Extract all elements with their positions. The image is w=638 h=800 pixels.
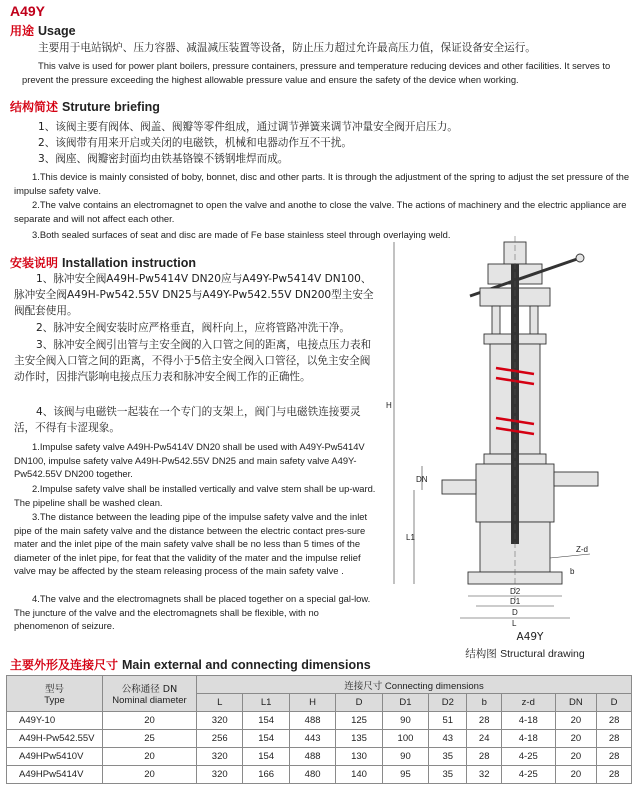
usage-text-en: This valve is used for power plant boilers, pressure containers, pressure and temperature reducing devices and other facilities. It serves to prevent the pressure exceeding the highest allowable pressure value and ensure the safety of the device when working.	[22, 60, 611, 85]
table-cell: 4-25	[502, 748, 555, 766]
table-cell: 51	[429, 712, 467, 730]
table-cell: 166	[243, 766, 289, 784]
installation-item-en-1: 1.Impulse safety valve A49H-Pw5414V DN20 shall be used with A49Y-Pw5414V DN100, impulse safety valve A49H-Pw542.55V DN25 and main safety valve A49Y-Pw542.55V DN200 together.	[14, 441, 365, 479]
table-cell-dn: 20	[103, 766, 197, 784]
table-cell: 35	[429, 748, 467, 766]
table-cell: 154	[243, 748, 289, 766]
column-header: z-d	[502, 694, 555, 712]
installation-item-en-2: 2.Impulse safety valve shall be installed vertically and valve stem shall be up-ward. The pipeline shall be washed clean.	[14, 483, 376, 508]
table-cell: 28	[597, 748, 632, 766]
column-header: L	[197, 694, 243, 712]
installation-item-cn-3: 3、脉冲安全阀引出管与主安全阀的入口管之间的距离，电接点压力表和主安全阀入口管之间的距离，不得小于5倍主安全阀入口管径，以免主安全阀动作时，因排汽影响电接点压力表和脉冲安全阀工作的正确性。	[14, 339, 372, 383]
installation-item-cn-4: 4、该阀与电磁铁一起装在一个专门的支架上，阀门与电磁铁连接要灵活，不得有卡涩现象。	[14, 406, 361, 434]
installation-item-en-3: 3.The distance between the leading pipe of the impulse safety valve and the inlet pipe of the main safety valve and the distance between the electric contact pres-sure mater and the inlet pipe of the main safety valve shall be no less than 5 times of the diameter of the inlet pipe, for feat that the validity of the mater and the impulse relief valve may be affected by the steam releasing process of the main safety valve .	[14, 511, 368, 576]
structure-heading-en: Struture briefing	[62, 100, 160, 114]
table-cell: 443	[289, 730, 335, 748]
dimensions-table	[6, 675, 632, 784]
table-cell-type: A49H-Pw542.55V	[7, 730, 103, 748]
table-cell-dn: 25	[103, 730, 197, 748]
usage-text-cn: 主要用于电站锅炉、压力容器、减温减压装置等设备，防止压力超过允许最高压力值，保证设备安全运行。	[38, 42, 536, 54]
table-cell: 20	[555, 766, 597, 784]
table-cell-dn: 20	[103, 712, 197, 730]
column-header: D2	[429, 694, 467, 712]
structure-heading-cn: 结构简述	[10, 100, 59, 114]
column-header: D	[336, 694, 382, 712]
installation-heading	[10, 254, 196, 271]
structure-item-en-2: 2.The valve contains an electromagnet to open the valve and anothe to close the valve. The actions of machinery and the electric appliance are separate and will not affect each other.	[14, 199, 627, 224]
structure-item-cn-1: 1、该阀主要有阀体、阀盖、阀瓣等零件组成，通过调节弹簧来调节冲量安全阀开启压力。	[38, 121, 458, 133]
table-cell: 4-18	[502, 712, 555, 730]
dim-label-b: b	[570, 567, 575, 576]
table-cell: 20	[555, 748, 597, 766]
side-outlet	[554, 472, 598, 486]
table-cell: 28	[597, 730, 632, 748]
table-cell-type: A49HPw5410V	[7, 748, 103, 766]
yoke-post-left	[492, 306, 500, 334]
usage-heading-en: Usage	[38, 24, 76, 38]
table-cell: 256	[197, 730, 243, 748]
column-header: D1	[382, 694, 428, 712]
column-header: L1	[243, 694, 289, 712]
type-header	[7, 676, 103, 712]
installation-heading-cn: 安装说明	[10, 256, 59, 270]
table-cell: 20	[555, 730, 597, 748]
usage-heading	[10, 22, 76, 39]
drawing-model-label: A49Y	[516, 631, 544, 643]
table-cell: 154	[243, 730, 289, 748]
dimensions-heading-en: Main external and connecting dimensions	[122, 658, 371, 672]
installation-item-en-4: 4.The valve and the electromagnets shall be placed together on a special gal-low. The juncture of the valve and the electromagnets shall be flexible, with no phenomenon of seizure.	[14, 593, 371, 631]
table-cell: 135	[336, 730, 382, 748]
table-cell: 20	[555, 712, 597, 730]
installation-item-cn-1: 1、脉冲安全阀A49H-Pw5414V DN20应与A49Y-Pw5414V DN100、脉冲安全阀A49H-Pw542.55V DN25与A49Y-Pw542.55V DN200型主安全阀配套使用。	[14, 273, 374, 317]
table-row	[7, 748, 632, 766]
lever-end	[576, 254, 584, 262]
table-cell: 4-25	[502, 766, 555, 784]
table-cell: 32	[467, 766, 502, 784]
structural-drawing	[380, 228, 630, 628]
dimensions-heading-cn: 主要外形及连接尺寸	[10, 658, 119, 672]
dim-label-h: H	[386, 401, 392, 410]
dim-label-d2: D2	[510, 587, 521, 596]
drawing-caption-cn: 结构图	[465, 648, 497, 660]
table-row	[7, 730, 632, 748]
table-cell: 488	[289, 748, 335, 766]
dn-header-en: Nominal diameter	[112, 695, 187, 706]
page-title: A49Y	[10, 3, 46, 19]
table-cell: 130	[336, 748, 382, 766]
impulse-pipe	[442, 480, 476, 494]
drawing-caption	[420, 646, 630, 661]
table-cell: 35	[429, 766, 467, 784]
dim-label-d: D	[512, 608, 518, 617]
table-cell: 480	[289, 766, 335, 784]
table-cell: 320	[197, 766, 243, 784]
table-row	[7, 712, 632, 730]
table-cell: 320	[197, 712, 243, 730]
structure-item-cn-2: 2、该阀带有用来开启或关闭的电磁铁，机械和电器动作互不干扰。	[38, 137, 352, 149]
dim-label-l: L	[512, 619, 517, 628]
table-cell-dn: 20	[103, 748, 197, 766]
dim-label-zd: Z-d	[576, 545, 588, 554]
table-cell: 4-18	[502, 730, 555, 748]
table-cell: 43	[429, 730, 467, 748]
table-cell-type: A49HPw5414V	[7, 766, 103, 784]
table-cell-type: A49Y-10	[7, 712, 103, 730]
table-cell: 24	[467, 730, 502, 748]
table-cell: 28	[597, 766, 632, 784]
column-header: b	[467, 694, 502, 712]
dim-line-zd	[550, 554, 590, 558]
drawing-caption-en: Structural drawing	[500, 648, 585, 660]
table-cell: 320	[197, 748, 243, 766]
table-cell: 28	[597, 712, 632, 730]
column-header: H	[289, 694, 335, 712]
table-cell: 90	[382, 712, 428, 730]
dim-label-dn: DN	[416, 475, 428, 484]
column-header: DN	[555, 694, 597, 712]
connecting-dimensions-header: 连接尺寸 Connecting dimensions	[197, 676, 632, 694]
yoke-post-right	[530, 306, 538, 334]
table-cell: 125	[336, 712, 382, 730]
table-cell: 154	[243, 712, 289, 730]
structure-heading	[10, 98, 160, 115]
installation-item-cn-2: 2、脉冲安全阀安装时应严格垂直，阀杆向上，应将管路冲洗干净。	[36, 322, 350, 334]
dimensions-heading	[10, 656, 371, 673]
table-cell: 28	[467, 712, 502, 730]
type-header-cn: 型号	[44, 684, 64, 695]
dn-header-cn: 公称通径 DN	[121, 684, 178, 695]
table-cell: 90	[382, 748, 428, 766]
dn-header	[103, 676, 197, 712]
table-cell: 28	[467, 748, 502, 766]
table-cell: 488	[289, 712, 335, 730]
table-cell: 95	[382, 766, 428, 784]
table-cell: 140	[336, 766, 382, 784]
structure-item-cn-3: 3、阀座、阀瓣密封面均由铁基铬镍不锈钢堆焊而成。	[38, 153, 289, 165]
dim-label-d1: D1	[510, 597, 521, 606]
table-row	[7, 766, 632, 784]
structure-item-en-1: 1.This device is mainly consisted of boby, bonnet, disc and other parts. It is through the adjustment of the spring to adjust the set pressure of the impulse safety valve.	[14, 171, 630, 196]
column-header: D	[597, 694, 632, 712]
usage-heading-cn: 用途	[10, 24, 35, 38]
structure-item-en-3: 3.Both sealed surfaces of seat and disc are made of Fe base stainless steel through overlaying weld.	[32, 229, 451, 240]
type-header-en: Type	[44, 695, 65, 706]
table-cell: 100	[382, 730, 428, 748]
installation-heading-en: Installation instruction	[62, 256, 197, 270]
dim-label-l1: L1	[406, 533, 415, 542]
